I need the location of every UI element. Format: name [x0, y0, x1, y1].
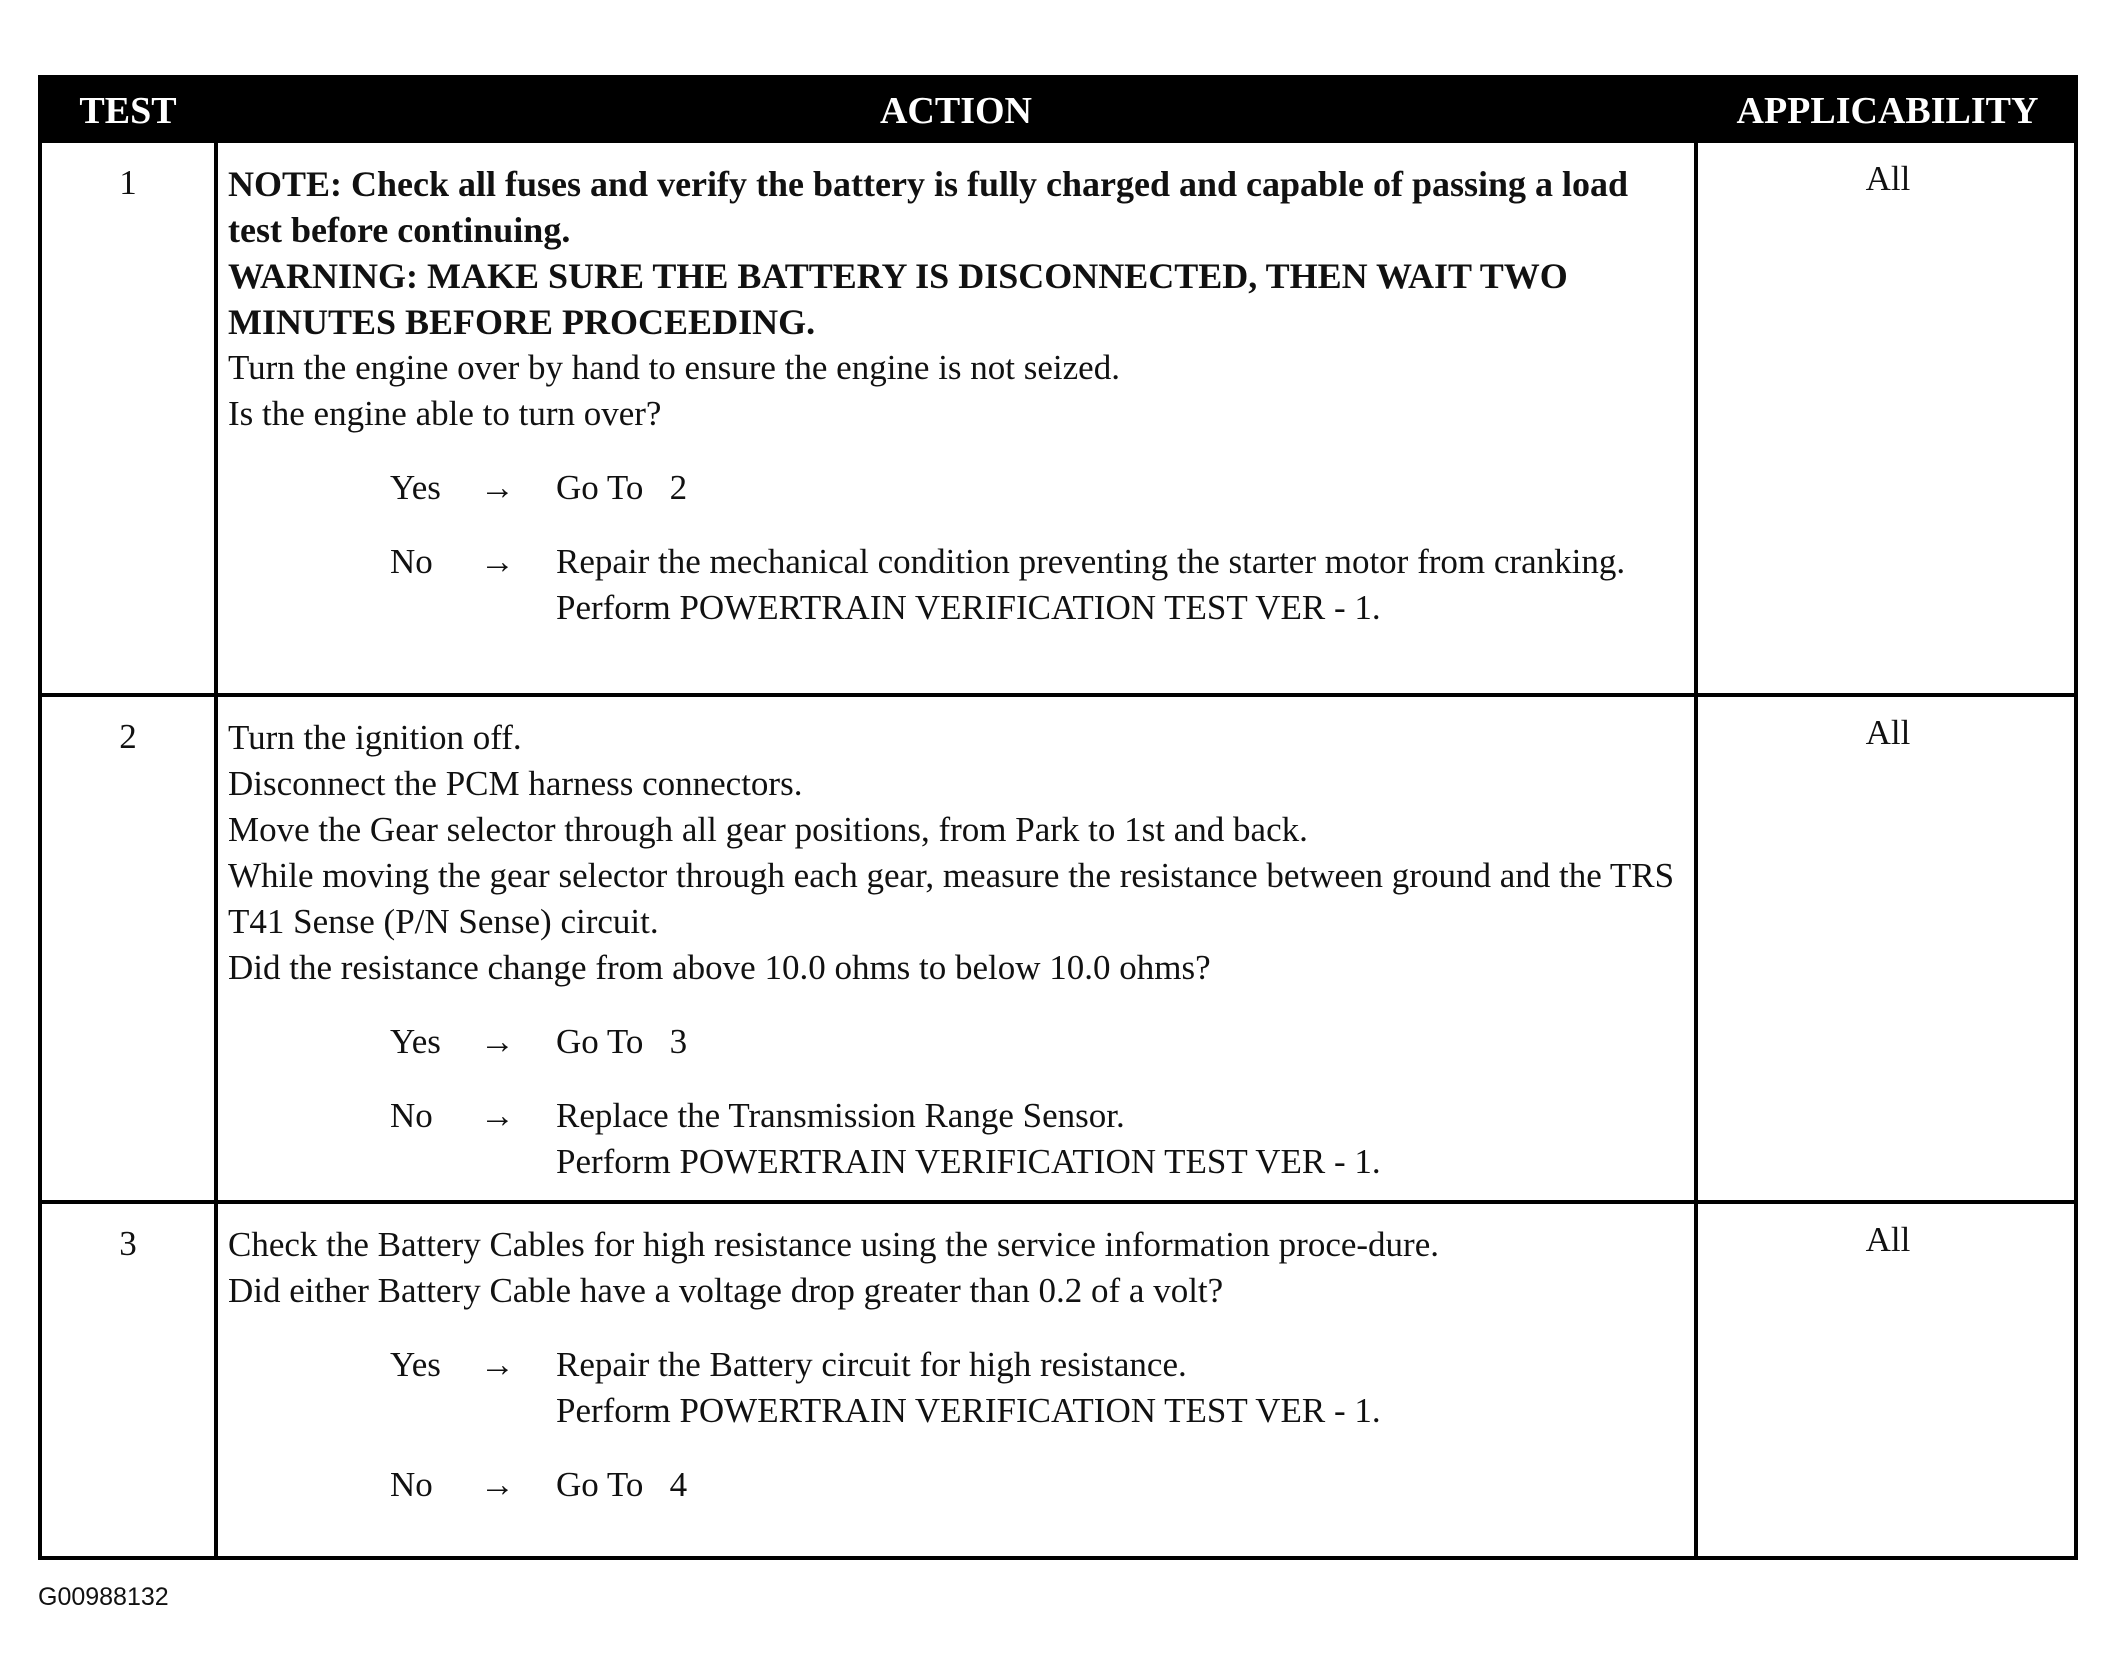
instruction-line: Turn the ignition off. [228, 718, 522, 757]
right-arrow-icon: → [480, 1022, 515, 1061]
yes-result: Perform POWERTRAIN VERIFICATION TEST VER - 1. [556, 1391, 1381, 1430]
test-number: 2 [119, 717, 137, 756]
yes-result: Go To 3 [556, 1022, 688, 1061]
instruction-line: While moving the gear selector through each gear, measure the resistance between ground and the TRS T41 Sense (P/N Sense) circuit. [228, 856, 1675, 941]
table-row [42, 1204, 2074, 1560]
test-number: 3 [119, 1224, 137, 1263]
instruction-line: Check the Battery Cables for high resistance using the service information proce-dure. [228, 1225, 1439, 1264]
no-label: No [390, 1096, 433, 1135]
yes-branch [228, 1342, 1684, 1434]
test-number: 1 [119, 163, 137, 202]
applicability-cell: All [1865, 713, 1911, 752]
table-header [42, 79, 2074, 143]
question-line: Did either Battery Cable have a voltage drop greater than 0.2 of a volt? [228, 1271, 1224, 1310]
no-branch [228, 1093, 1684, 1185]
right-arrow-icon: → [480, 1096, 515, 1135]
header-test: TEST [79, 90, 177, 132]
yes-result: Go To 2 [556, 468, 688, 507]
yes-branch [228, 1019, 1684, 1065]
header-action: ACTION [879, 90, 1033, 132]
no-result: Replace the Transmission Range Sensor. [556, 1096, 1125, 1135]
instruction-line: Disconnect the PCM harness connectors. [228, 764, 803, 803]
yes-label: Yes [390, 1022, 441, 1061]
yes-result: Repair the Battery circuit for high resistance. [556, 1345, 1187, 1384]
table-row [42, 697, 2074, 1200]
no-result: Perform POWERTRAIN VERIFICATION TEST VER - 1. [556, 588, 1381, 627]
instruction-line: Turn the engine over by hand to ensure the engine is not seized. [228, 348, 1120, 387]
warning-text: WARNING: MAKE SURE THE BATTERY IS DISCONNECTED, THEN WAIT TWO MINUTES BEFORE PROCEEDING. [228, 256, 1568, 342]
applicability-cell: All [1865, 159, 1911, 198]
applicability-cell: All [1865, 1220, 1911, 1259]
instruction-line: Move the Gear selector through all gear positions, from Park to 1st and back. [228, 810, 1308, 849]
no-branch [228, 1462, 1684, 1508]
no-result: Go To 4 [556, 1465, 688, 1504]
right-arrow-icon: → [480, 1345, 515, 1384]
figure-id: G00988132 [38, 1583, 169, 1611]
right-arrow-icon: → [480, 542, 515, 581]
right-arrow-icon: → [480, 468, 515, 507]
yes-label: Yes [390, 1345, 441, 1384]
table-row [42, 143, 2074, 693]
diagnostic-test-table [38, 75, 2078, 1560]
note-text: NOTE: Check all fuses and verify the battery is fully charged and capable of passing a load test before continuing. [228, 164, 1629, 250]
action-cell [228, 715, 1684, 1185]
no-branch [228, 539, 1684, 631]
no-label: No [390, 1465, 433, 1504]
action-cell [228, 1222, 1684, 1508]
action-cell [228, 161, 1684, 631]
no-result: Perform POWERTRAIN VERIFICATION TEST VER - 1. [556, 1142, 1381, 1181]
no-label: No [390, 542, 433, 581]
question-line: Is the engine able to turn over? [228, 394, 662, 433]
no-result: Repair the mechanical condition preventing the starter motor from cranking. [556, 542, 1626, 581]
question-line: Did the resistance change from above 10.0 ohms to below 10.0 ohms? [228, 948, 1211, 987]
yes-branch [228, 465, 1684, 511]
yes-label: Yes [390, 468, 441, 507]
header-applicability: APPLICABILITY [1736, 90, 2039, 132]
right-arrow-icon: → [480, 1465, 515, 1504]
